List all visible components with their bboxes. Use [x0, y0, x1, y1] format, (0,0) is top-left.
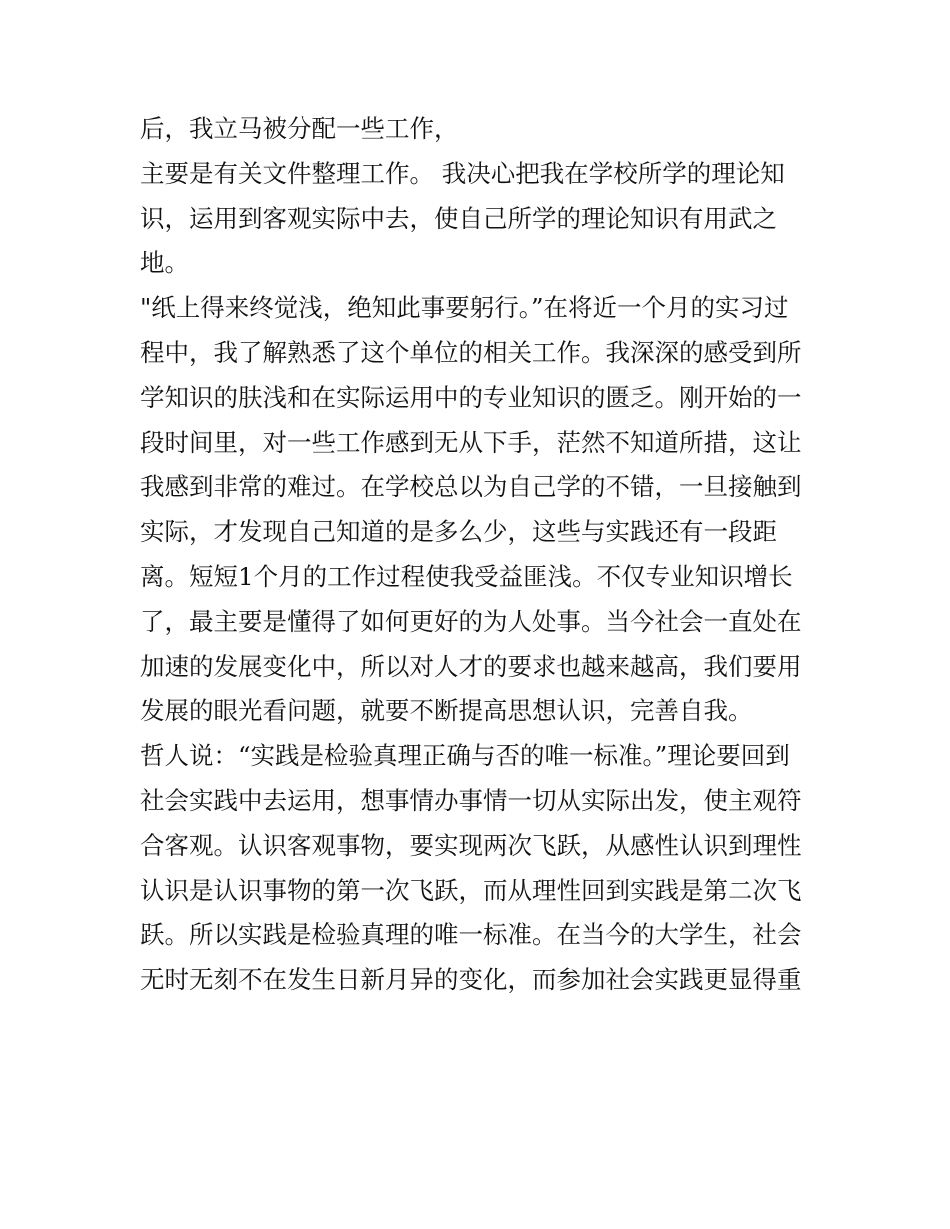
- text-line: 后，我立马被分配一些工作，: [140, 114, 459, 143]
- document-body: [140, 107, 820, 1003]
- text-line: 发展的眼光看问题，就要不断提高思想认识，完善自我。: [140, 696, 753, 726]
- text-line: 了，最主要是懂得了如何更好的为人处事。当今社会一直处在: [140, 606, 802, 636]
- text-line: 离。短短1个月的工作过程使我受益匪浅。不仅专业知识增长: [140, 561, 793, 591]
- text-line: 段时间里，对一些工作感到无从下手，茫然不知道所措，这让: [140, 427, 802, 457]
- text-line: 合客观。认识客观事物，要实现两次飞跃，从感性认识到理性: [140, 830, 802, 860]
- text-line: 社会实践中去运用，想事情办事情一切从实际出发，使主观符: [140, 785, 802, 815]
- text-line: 认识是认识事物的第一次飞跃，而从理性回到实践是第二次飞: [140, 875, 802, 905]
- text-line: 主要是有关文件整理工作。 我决心把我在学校所学的理论知: [140, 158, 785, 188]
- text-line: 无时无刻不在发生日新月异的变化，而参加社会实践更显得重: [140, 965, 802, 995]
- text-line: 加速的发展变化中，所以对人才的要求也越来越高，我们要用: [140, 651, 802, 681]
- text-line: 识，运用到客观实际中去，使自己所学的理论知识有用武之: [140, 203, 777, 233]
- text-line: 地。: [140, 248, 189, 278]
- text-line: 程中，我了解熟悉了这个单位的相关工作。我深深的感受到所: [140, 337, 802, 367]
- text-line: 学知识的肤浅和在实际运用中的专业知识的匮乏。刚开始的一: [140, 382, 802, 412]
- text-line: 实际，才发现自己知道的是多么少，这些与实践还有一段距: [140, 517, 777, 547]
- text-line: "纸上得来终觉浅，绝知此事要躬行。”在将近一个月的实习过: [140, 293, 789, 323]
- text-line: 跃。所以实践是检验真理的唯一标准。在当今的大学生，社会: [140, 920, 802, 950]
- text-line: 我感到非常的难过。在学校总以为自己学的不错，一旦接触到: [140, 472, 802, 502]
- text-line: 哲人说：“实践是检验真理正确与否的唯一标准。”理论要回到: [140, 741, 790, 771]
